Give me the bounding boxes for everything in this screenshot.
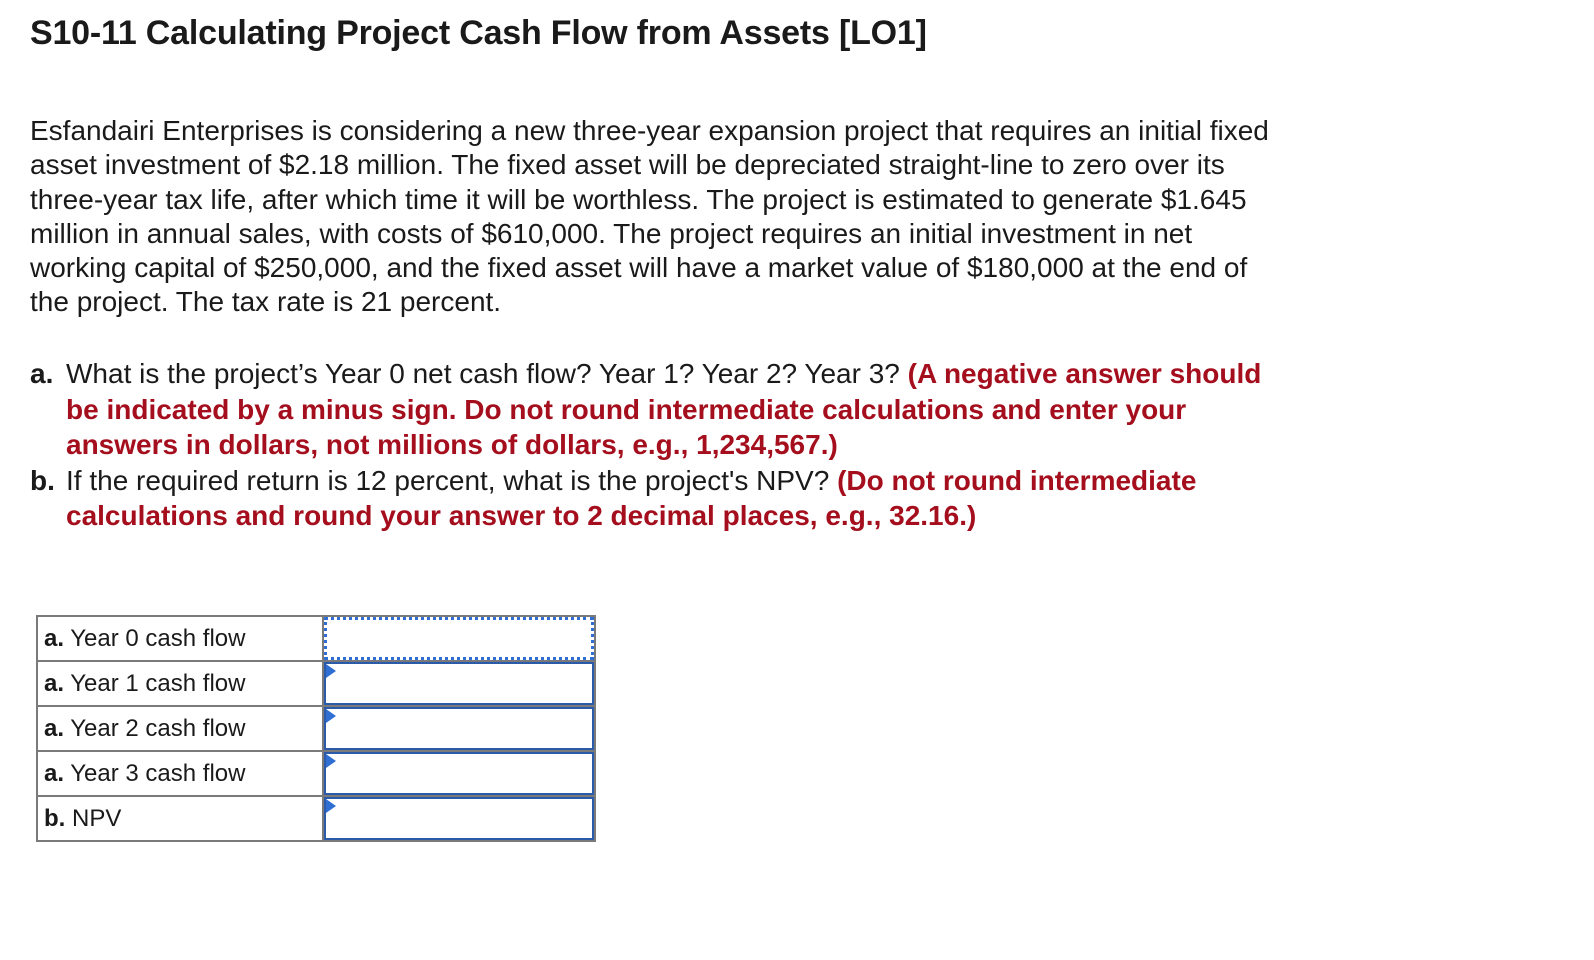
question-body [66,356,1270,463]
row-label [37,796,323,841]
row-label-text: NPV [72,804,122,832]
table-row [37,661,595,706]
question-instruction: (Do not round intermediate calculations and round your answer to 2 decimal places, e.g., 32.16.) [66,464,1197,531]
row-label [37,706,323,751]
table-row [37,751,595,796]
year-3-cash-flow-input[interactable] [324,752,594,795]
row-letter: a. [44,669,65,697]
question-text: What is the project’s Year 0 net cash flow? Year 1? Year 2? Year 3? [66,358,900,389]
question-text: If the required return is 12 percent, what is the project's NPV? [66,464,830,496]
table-row [37,796,595,841]
answer-cell [323,661,595,706]
year-0-cash-flow-input[interactable] [324,617,594,660]
row-label-text: Year 0 cash flow [70,624,246,652]
row-label [37,751,323,796]
question-instruction: (A negative answer should be indicated by a minus sign. Do not round intermediate calculations and enter your answers in dollars, not millions of dollars, e.g., 1,234,567.) [66,358,1262,460]
question-letter: b. [30,464,55,496]
row-letter: a. [44,624,65,652]
row-letter: a. [44,759,65,787]
row-label [37,616,323,661]
row-label-text: Year 3 cash flow [70,759,246,787]
answer-cell [323,796,595,841]
row-label [37,661,323,706]
answer-cell [323,706,595,751]
row-label-text: Year 2 cash flow [70,714,246,742]
year-1-cash-flow-input[interactable] [324,662,594,705]
table-row [37,706,595,751]
npv-input[interactable] [324,797,594,840]
year-2-cash-flow-input[interactable] [324,707,594,750]
answer-table [36,615,596,842]
problem-statement: Esfandairi Enterprises is considering a new three-year expansion project that requires an initial fixed asset investment of $2.18 million. The fixed asset will be depreciated straight-line to zero over its three-year tax life, after which time it will be worthless. The project is estimated to generate $1.645 million in annual sales, with costs of $610,000. The project requires an initial investment in net working capital of $250,000, and the fixed asset will have a market value of $180,000 at the end of the project. The tax rate is 21 percent. [30,115,1269,318]
question-letter: a. [30,358,54,389]
question-a [30,356,1270,463]
question-body [66,463,1270,534]
row-letter: a. [44,714,65,742]
row-label-text: Year 1 cash flow [70,669,246,697]
problem-title: S10-11 Calculating Project Cash Flow from Assets [LO1] [30,14,927,52]
question-b [30,463,1270,534]
answer-cell [323,616,595,661]
row-letter: b. [44,804,66,832]
table-row [37,616,595,661]
answer-cell [323,751,595,796]
question-list [30,356,1270,534]
